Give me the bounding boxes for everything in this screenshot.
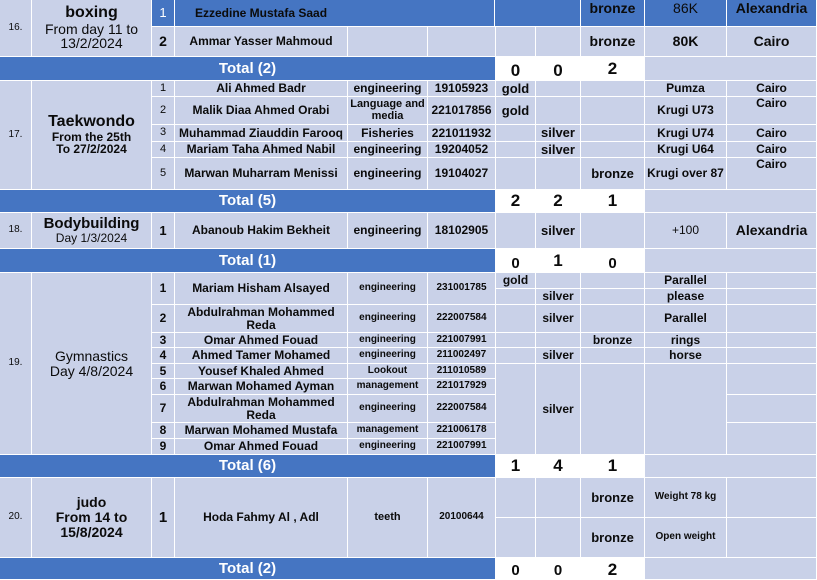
gold-cell xyxy=(496,125,536,142)
gold-cell xyxy=(496,289,536,305)
total-label: Total (1) xyxy=(0,249,496,273)
faculty: engineering xyxy=(348,142,428,158)
sport-name: Gymnastics xyxy=(54,347,129,364)
weight-class: Pumza xyxy=(645,81,727,97)
total-silver: 0 xyxy=(536,57,581,81)
athlete-no: 8 xyxy=(152,423,175,439)
city: Cairo xyxy=(727,125,817,142)
gold-cell xyxy=(496,518,536,558)
sport-name: Bodybuilding xyxy=(43,215,140,233)
sport-dates: From the 25th xyxy=(51,129,132,144)
medal-bronze: bronze xyxy=(581,518,645,558)
athlete-name: Mariam Taha Ahmed Nabil xyxy=(175,142,348,158)
event-name: horse xyxy=(645,348,727,364)
medal-bronze: bronze xyxy=(581,333,645,348)
gold-cell xyxy=(496,348,536,364)
total-bronze: 0 xyxy=(581,249,645,273)
student-id: 221017929 xyxy=(428,379,496,395)
bronze-cell xyxy=(581,213,645,249)
blank-cell xyxy=(727,273,817,289)
student-id: 20100644 xyxy=(428,478,496,558)
row-index: 20. xyxy=(0,478,32,558)
city: Cairo xyxy=(727,158,817,190)
athlete-name: Omar Ahmed Fouad xyxy=(175,439,348,455)
athlete-name: Marwan Mohamed Mustafa xyxy=(175,423,348,439)
blank-cell xyxy=(645,249,817,273)
row-index: 16. xyxy=(0,0,32,57)
bronze-cell xyxy=(581,364,645,455)
medal-bronze: bronze xyxy=(581,27,645,57)
total-label: Total (5) xyxy=(0,190,496,213)
student-id: 19204052 xyxy=(428,142,496,158)
faculty: engineering xyxy=(348,333,428,348)
event-name: please xyxy=(645,289,727,305)
blank-cell xyxy=(727,478,817,518)
faculty: engineering xyxy=(348,395,428,423)
blank-cell xyxy=(727,305,817,333)
medal-silver: silver xyxy=(536,125,581,142)
blank-cell xyxy=(727,395,817,423)
total-silver: 2 xyxy=(536,190,581,213)
total-bronze: 2 xyxy=(581,57,645,81)
weight-class: 86K xyxy=(645,0,727,27)
medal-silver: silver xyxy=(536,348,581,364)
athlete-no: 2 xyxy=(152,305,175,333)
bronze-cell xyxy=(581,125,645,142)
athlete-no: 7 xyxy=(152,395,175,423)
blank-cell xyxy=(645,190,817,213)
total-bronze: 2 xyxy=(581,558,645,580)
blank-cell xyxy=(645,57,817,81)
athlete-name: Ahmed Tamer Mohamed xyxy=(175,348,348,364)
bronze-cell xyxy=(581,289,645,305)
student-id: 222007584 xyxy=(428,395,496,423)
city: Cairo xyxy=(727,81,817,97)
faculty: engineering xyxy=(348,213,428,249)
weight-class: Krugi U74 xyxy=(645,125,727,142)
total-silver: 4 xyxy=(536,455,581,478)
medal-gold: gold xyxy=(496,81,536,97)
student-id: 221017856 xyxy=(428,97,496,125)
silver-cell xyxy=(536,81,581,97)
faculty: engineering xyxy=(348,273,428,305)
athlete-no: 1 xyxy=(152,478,175,558)
sport-name: judo xyxy=(76,494,107,511)
blank-cell xyxy=(727,333,817,348)
id-cell xyxy=(428,27,496,57)
silver-cell xyxy=(536,333,581,348)
faculty: engineering xyxy=(348,81,428,97)
sport-dates: From 14 to xyxy=(55,509,128,526)
medal-silver: silver xyxy=(536,142,581,158)
faculty: management xyxy=(348,423,428,439)
total-label: Total (2) xyxy=(0,558,496,580)
total-gold: 1 xyxy=(496,455,536,478)
silver-cell xyxy=(536,97,581,125)
total-bronze: 1 xyxy=(581,190,645,213)
gold-cell xyxy=(496,213,536,249)
gold-cell xyxy=(496,478,536,518)
student-id: 221011932 xyxy=(428,125,496,142)
total-gold: 0 xyxy=(496,57,536,81)
student-id: 221007991 xyxy=(428,439,496,455)
student-id: 222007584 xyxy=(428,305,496,333)
gold-cell xyxy=(496,333,536,348)
faculty: teeth xyxy=(348,478,428,558)
athlete-name: Ezzedine Mustafa Saad xyxy=(175,0,495,27)
athlete-no: 2 xyxy=(152,97,175,125)
bronze-cell xyxy=(581,305,645,333)
blank-cell xyxy=(727,423,817,455)
student-id: 19104027 xyxy=(428,158,496,190)
total-silver: 1 xyxy=(536,249,581,273)
medal-silver: silver xyxy=(536,305,581,333)
sport-dates: Day 1/3/2024 xyxy=(55,231,128,246)
athlete-no: 6 xyxy=(152,379,175,395)
faculty: engineering xyxy=(348,439,428,455)
weight-class: Krugi U64 xyxy=(645,142,727,158)
athlete-name: Marwan Muharram Menissi xyxy=(175,158,348,190)
silver-cell xyxy=(536,273,581,289)
event-name: Parallel xyxy=(645,273,727,289)
athlete-name: Muhammad Ziauddin Farooq xyxy=(175,125,348,142)
sport-dates: To 27/2/2024 xyxy=(56,142,127,157)
athlete-no: 4 xyxy=(152,142,175,158)
weight-class: +100 xyxy=(645,213,727,249)
athlete-name: Marwan Mohamed Ayman xyxy=(175,379,348,395)
gold-cell xyxy=(496,305,536,333)
student-id: 221006178 xyxy=(428,423,496,439)
medal-gold: gold xyxy=(496,97,536,125)
row-index: 17. xyxy=(0,81,32,190)
blank-cell xyxy=(645,455,817,478)
faculty: engineering xyxy=(348,305,428,333)
athlete-no: 5 xyxy=(152,364,175,379)
athlete-no: 1 xyxy=(152,0,175,27)
medal-silver: silver xyxy=(536,213,581,249)
medal-silver: silver xyxy=(536,289,581,305)
silver-cell xyxy=(536,27,581,57)
athlete-name: Hoda Fahmy Al , Adl xyxy=(175,478,348,558)
athlete-name: Malik Diaa Ahmed Orabi xyxy=(175,97,348,125)
sport-cell xyxy=(32,0,152,57)
athlete-no: 9 xyxy=(152,439,175,455)
row-index: 19. xyxy=(0,273,32,455)
faculty: Language and media xyxy=(348,97,428,125)
sport-dates: 15/8/2024 xyxy=(60,523,123,540)
bronze-cell xyxy=(581,142,645,158)
gold-cell xyxy=(496,142,536,158)
total-gold: 0 xyxy=(496,558,536,580)
team-medal-silver: silver xyxy=(536,364,581,455)
gold-cell xyxy=(496,364,536,455)
bronze-cell xyxy=(581,348,645,364)
total-label: Total (2) xyxy=(0,57,496,81)
blank-cell xyxy=(727,289,817,305)
total-gold: 2 xyxy=(496,190,536,213)
city: Cairo xyxy=(727,27,817,57)
weight-class: Krugi over 87 xyxy=(645,158,727,190)
total-bronze: 1 xyxy=(581,455,645,478)
medal-bronze: bronze xyxy=(581,158,645,190)
athlete-no: 5 xyxy=(152,158,175,190)
bronze-cell xyxy=(581,273,645,289)
athlete-no: 3 xyxy=(152,333,175,348)
athlete-name: Abanoub Hakim Bekheit xyxy=(175,213,348,249)
faculty: Fisheries xyxy=(348,125,428,142)
sport-name: boxing xyxy=(65,3,118,21)
student-id: 231001785 xyxy=(428,273,496,305)
athlete-no: 3 xyxy=(152,125,175,142)
weight-class: Krugi U73 xyxy=(645,97,727,125)
event-name: rings xyxy=(645,333,727,348)
medal-bronze: bronze xyxy=(581,0,645,27)
athlete-no: 1 xyxy=(152,81,175,97)
faculty: Lookout xyxy=(348,364,428,379)
row-index: 18. xyxy=(0,213,32,249)
student-id: 211002497 xyxy=(428,348,496,364)
event-cell xyxy=(645,364,727,455)
sport-cell xyxy=(32,273,152,455)
faculty-cell xyxy=(348,27,428,57)
weight-class: Weight 78 kg xyxy=(645,478,727,518)
sport-dates: Day 4/8/2024 xyxy=(49,362,134,379)
city: Cairo xyxy=(727,97,817,125)
event-name: Parallel xyxy=(645,305,727,333)
athlete-name: Abdulrahman Mohammed Reda xyxy=(175,395,348,423)
sport-cell xyxy=(32,213,152,249)
total-silver: 0 xyxy=(536,558,581,580)
city: Alexandria xyxy=(727,0,817,27)
student-id: 221007991 xyxy=(428,333,496,348)
blank-cell xyxy=(727,364,817,395)
medal-gold: gold xyxy=(496,273,536,289)
athlete-no: 1 xyxy=(152,273,175,305)
student-id: 19105923 xyxy=(428,81,496,97)
athlete-name: Omar Ahmed Fouad xyxy=(175,333,348,348)
silver-cell xyxy=(536,158,581,190)
sport-cell xyxy=(32,81,152,190)
athlete-name: Ammar Yasser Mahmoud xyxy=(175,27,348,57)
athlete-name: Mariam Hisham Alsayed xyxy=(175,273,348,305)
faculty: engineering xyxy=(348,158,428,190)
bronze-cell xyxy=(581,97,645,125)
athlete-name: Ali Ahmed Badr xyxy=(175,81,348,97)
bronze-cell xyxy=(581,81,645,97)
blank-cell xyxy=(727,518,817,558)
faculty: engineering xyxy=(348,348,428,364)
city: Cairo xyxy=(727,142,817,158)
blank-cell xyxy=(727,348,817,364)
weight-class: 80K xyxy=(645,27,727,57)
city: Alexandria xyxy=(727,213,817,249)
blank-cell xyxy=(645,558,817,580)
blank-cell xyxy=(495,0,581,27)
total-gold: 0 xyxy=(496,249,536,273)
silver-cell xyxy=(536,478,581,518)
medal-bronze: bronze xyxy=(581,478,645,518)
student-id: 211010589 xyxy=(428,364,496,379)
athlete-name: Yousef Khaled Ahmed xyxy=(175,364,348,379)
sport-dates: From day 11 to 13/2/2024 xyxy=(44,20,139,52)
total-label: Total (6) xyxy=(0,455,496,478)
faculty: management xyxy=(348,379,428,395)
sport-name: Taekwondo xyxy=(48,113,135,130)
weight-class: Open weight xyxy=(645,518,727,558)
silver-cell xyxy=(536,518,581,558)
sport-cell xyxy=(32,478,152,558)
athlete-no: 2 xyxy=(152,27,175,57)
athlete-no: 4 xyxy=(152,348,175,364)
athlete-no: 1 xyxy=(152,213,175,249)
student-id: 18102905 xyxy=(428,213,496,249)
gold-cell xyxy=(496,158,536,190)
athlete-name: Abdulrahman Mohammed Reda xyxy=(175,305,348,333)
gold-cell xyxy=(496,27,536,57)
